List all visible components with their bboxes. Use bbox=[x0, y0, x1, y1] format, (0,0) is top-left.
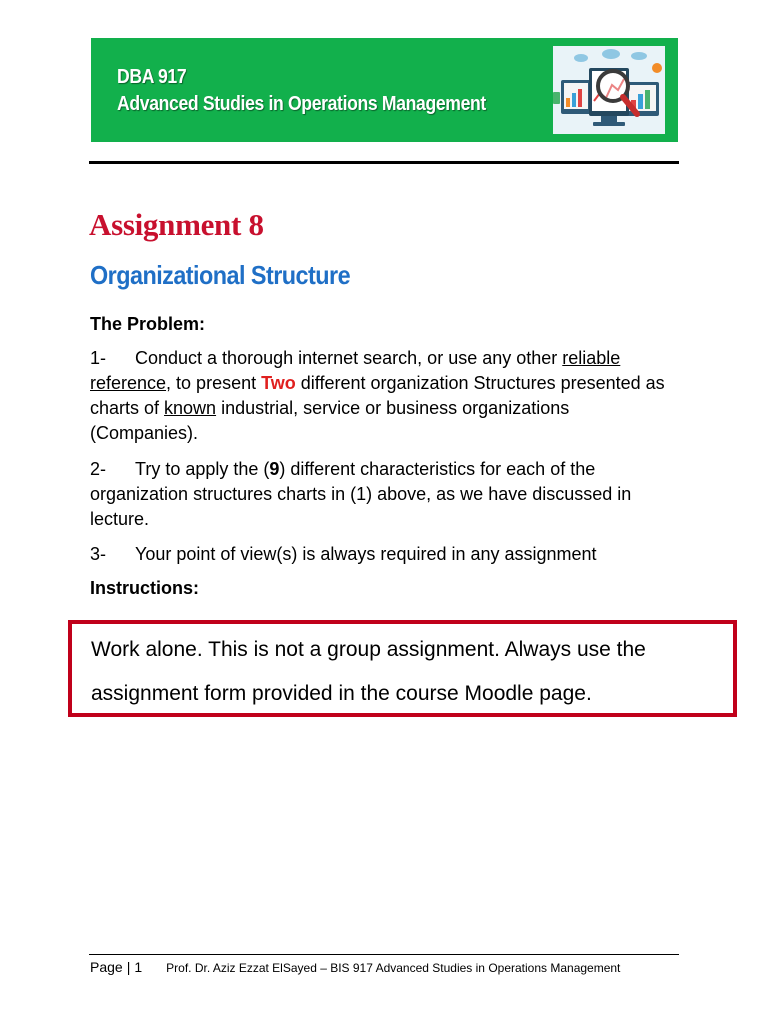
header-rule bbox=[89, 161, 679, 164]
known-text: known bbox=[164, 398, 217, 418]
page-label: Page bbox=[90, 959, 123, 975]
emphasis-two: Two bbox=[261, 373, 296, 393]
course-banner bbox=[91, 38, 678, 142]
course-title: Advanced Studies in Operations Management bbox=[117, 93, 486, 115]
problem-item-1: 1- Conduct a thorough internet search, or use any other reliable reference, to present Two different organization Structures presented as charts of known industrial, service or business organizations (Companies). bbox=[90, 348, 665, 443]
page-number: 1 bbox=[134, 959, 143, 975]
banner-text bbox=[117, 64, 486, 118]
reliable-reference-text: reliable reference bbox=[90, 348, 621, 393]
page-separator: | bbox=[126, 959, 131, 975]
instructions-heading: Instructions: bbox=[90, 578, 200, 598]
problem-item-2: 2- Try to apply the (9) different characteristics for each of the organization structures charts in (1) above, as we have discussed in lecture. bbox=[90, 459, 632, 529]
item-number: 3- bbox=[90, 544, 107, 564]
assignment-subtitle: Organizational Structure bbox=[90, 260, 351, 290]
item-number: 2- bbox=[90, 459, 107, 479]
item-number: 1- bbox=[90, 348, 107, 368]
course-code: DBA 917 bbox=[117, 66, 187, 88]
assignment-title: Assignment 8 bbox=[89, 207, 264, 242]
footer-credit: Prof. Dr. Aziz Ezzat ElSayed – BIS 917 Advanced Studies in Operations Management bbox=[166, 961, 621, 975]
problem-heading: The Problem: bbox=[90, 314, 206, 334]
emphasis-nine: 9 bbox=[269, 459, 280, 479]
footer-rule bbox=[89, 954, 679, 955]
problem-item-3: 3- Your point of view(s) is always required in any assignment bbox=[90, 542, 680, 567]
page-footer bbox=[90, 959, 620, 975]
analytics-magnifier-icon bbox=[553, 46, 665, 134]
instructions-box bbox=[68, 620, 737, 717]
instructions-text: Work alone. This is not a group assignment. Always use the assignment form provided in the course Moodle page. bbox=[91, 638, 646, 705]
